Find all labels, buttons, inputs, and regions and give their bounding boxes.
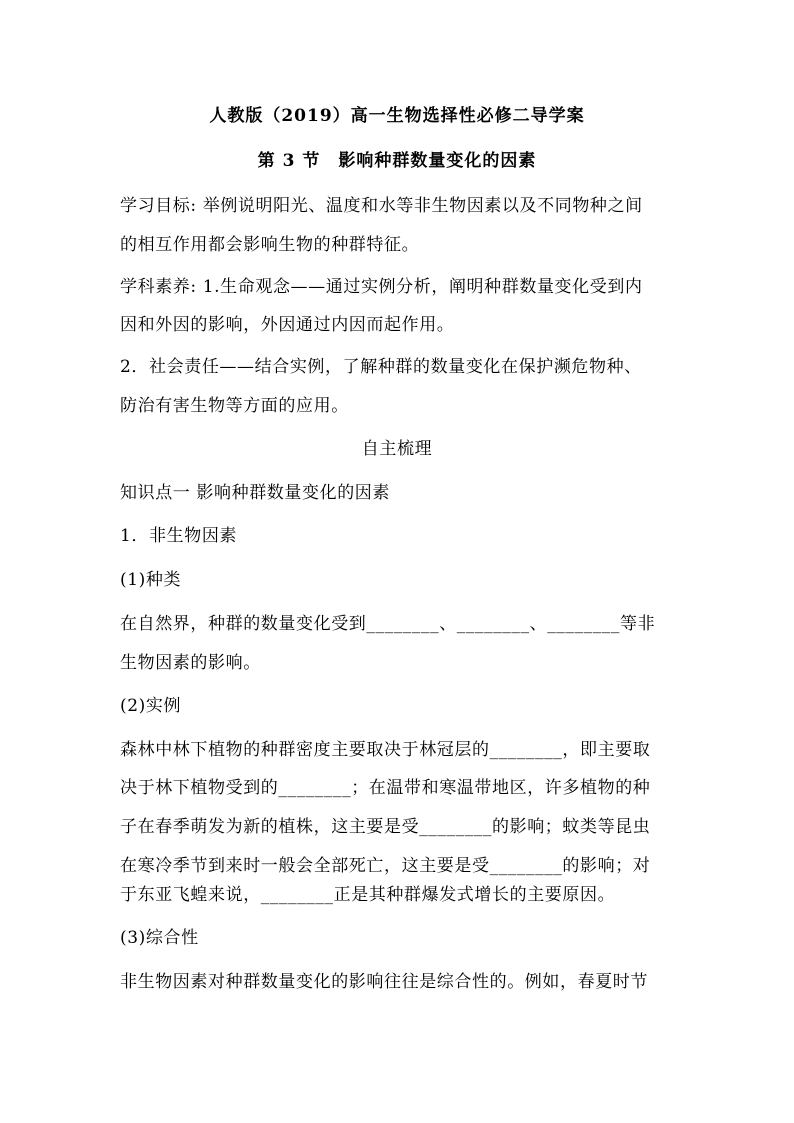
sub-heading: (2)实例 [120,696,182,716]
text-line: 学科素养: 1.生命观念——通过实例分析，阐明种群数量变化受到内 [120,277,643,297]
knowledge-point-heading: 知识点一 影响种群数量变化的因素 [120,483,391,503]
text-line: 在自然界，种群的数量变化受到________、________、________等非 [120,614,656,634]
text-line: 非生物因素对种群数量变化的影响往往是综合性的。例如，春夏时节 [120,972,648,992]
subheading: 自主梳理 [361,439,433,459]
text-line: 于东亚飞蝗来说，________正是其种群爆发式增长的主要原因。 [120,885,616,905]
sub-heading: (3)综合性 [120,928,199,948]
text-line: 在寒冷季节到来时一般会全部死亡，这主要是受________的影响；对 [120,856,651,876]
numbered-heading: 1．非生物因素 [120,526,238,546]
text-line: 生物因素的影响。 [120,653,261,673]
text-line: 子在春季萌发为新的植株，这主要是受________的影响；蚊类等昆虫 [120,817,651,837]
text-line: 2．社会责任——结合实例，了解种群的数量变化在保护濒危物种、 [120,357,642,377]
document-title: 人教版（2019）高一生物选择性必修二导学案 [209,106,585,126]
text-line: 因和外因的影响，外因通过内因而起作用。 [120,315,455,335]
text-line: 防治有害生物等方面的应用。 [120,396,349,416]
text-line: 的相互作用都会影响生物的种群特征。 [120,235,420,255]
sub-heading: (1)种类 [120,570,182,590]
text-line: 决于林下植物受到的________；在温带和寒温带地区，许多植物的种 [120,778,651,798]
text-line: 森林中林下植物的种群密度主要取决于林冠层的________，即主要取 [120,740,651,760]
section-title: 第 3 节 影响种群数量变化的因素 [257,151,537,171]
text-line: 学习目标: 举例说明阳光、温度和水等非生物因素以及不同物种之间 [120,196,643,216]
